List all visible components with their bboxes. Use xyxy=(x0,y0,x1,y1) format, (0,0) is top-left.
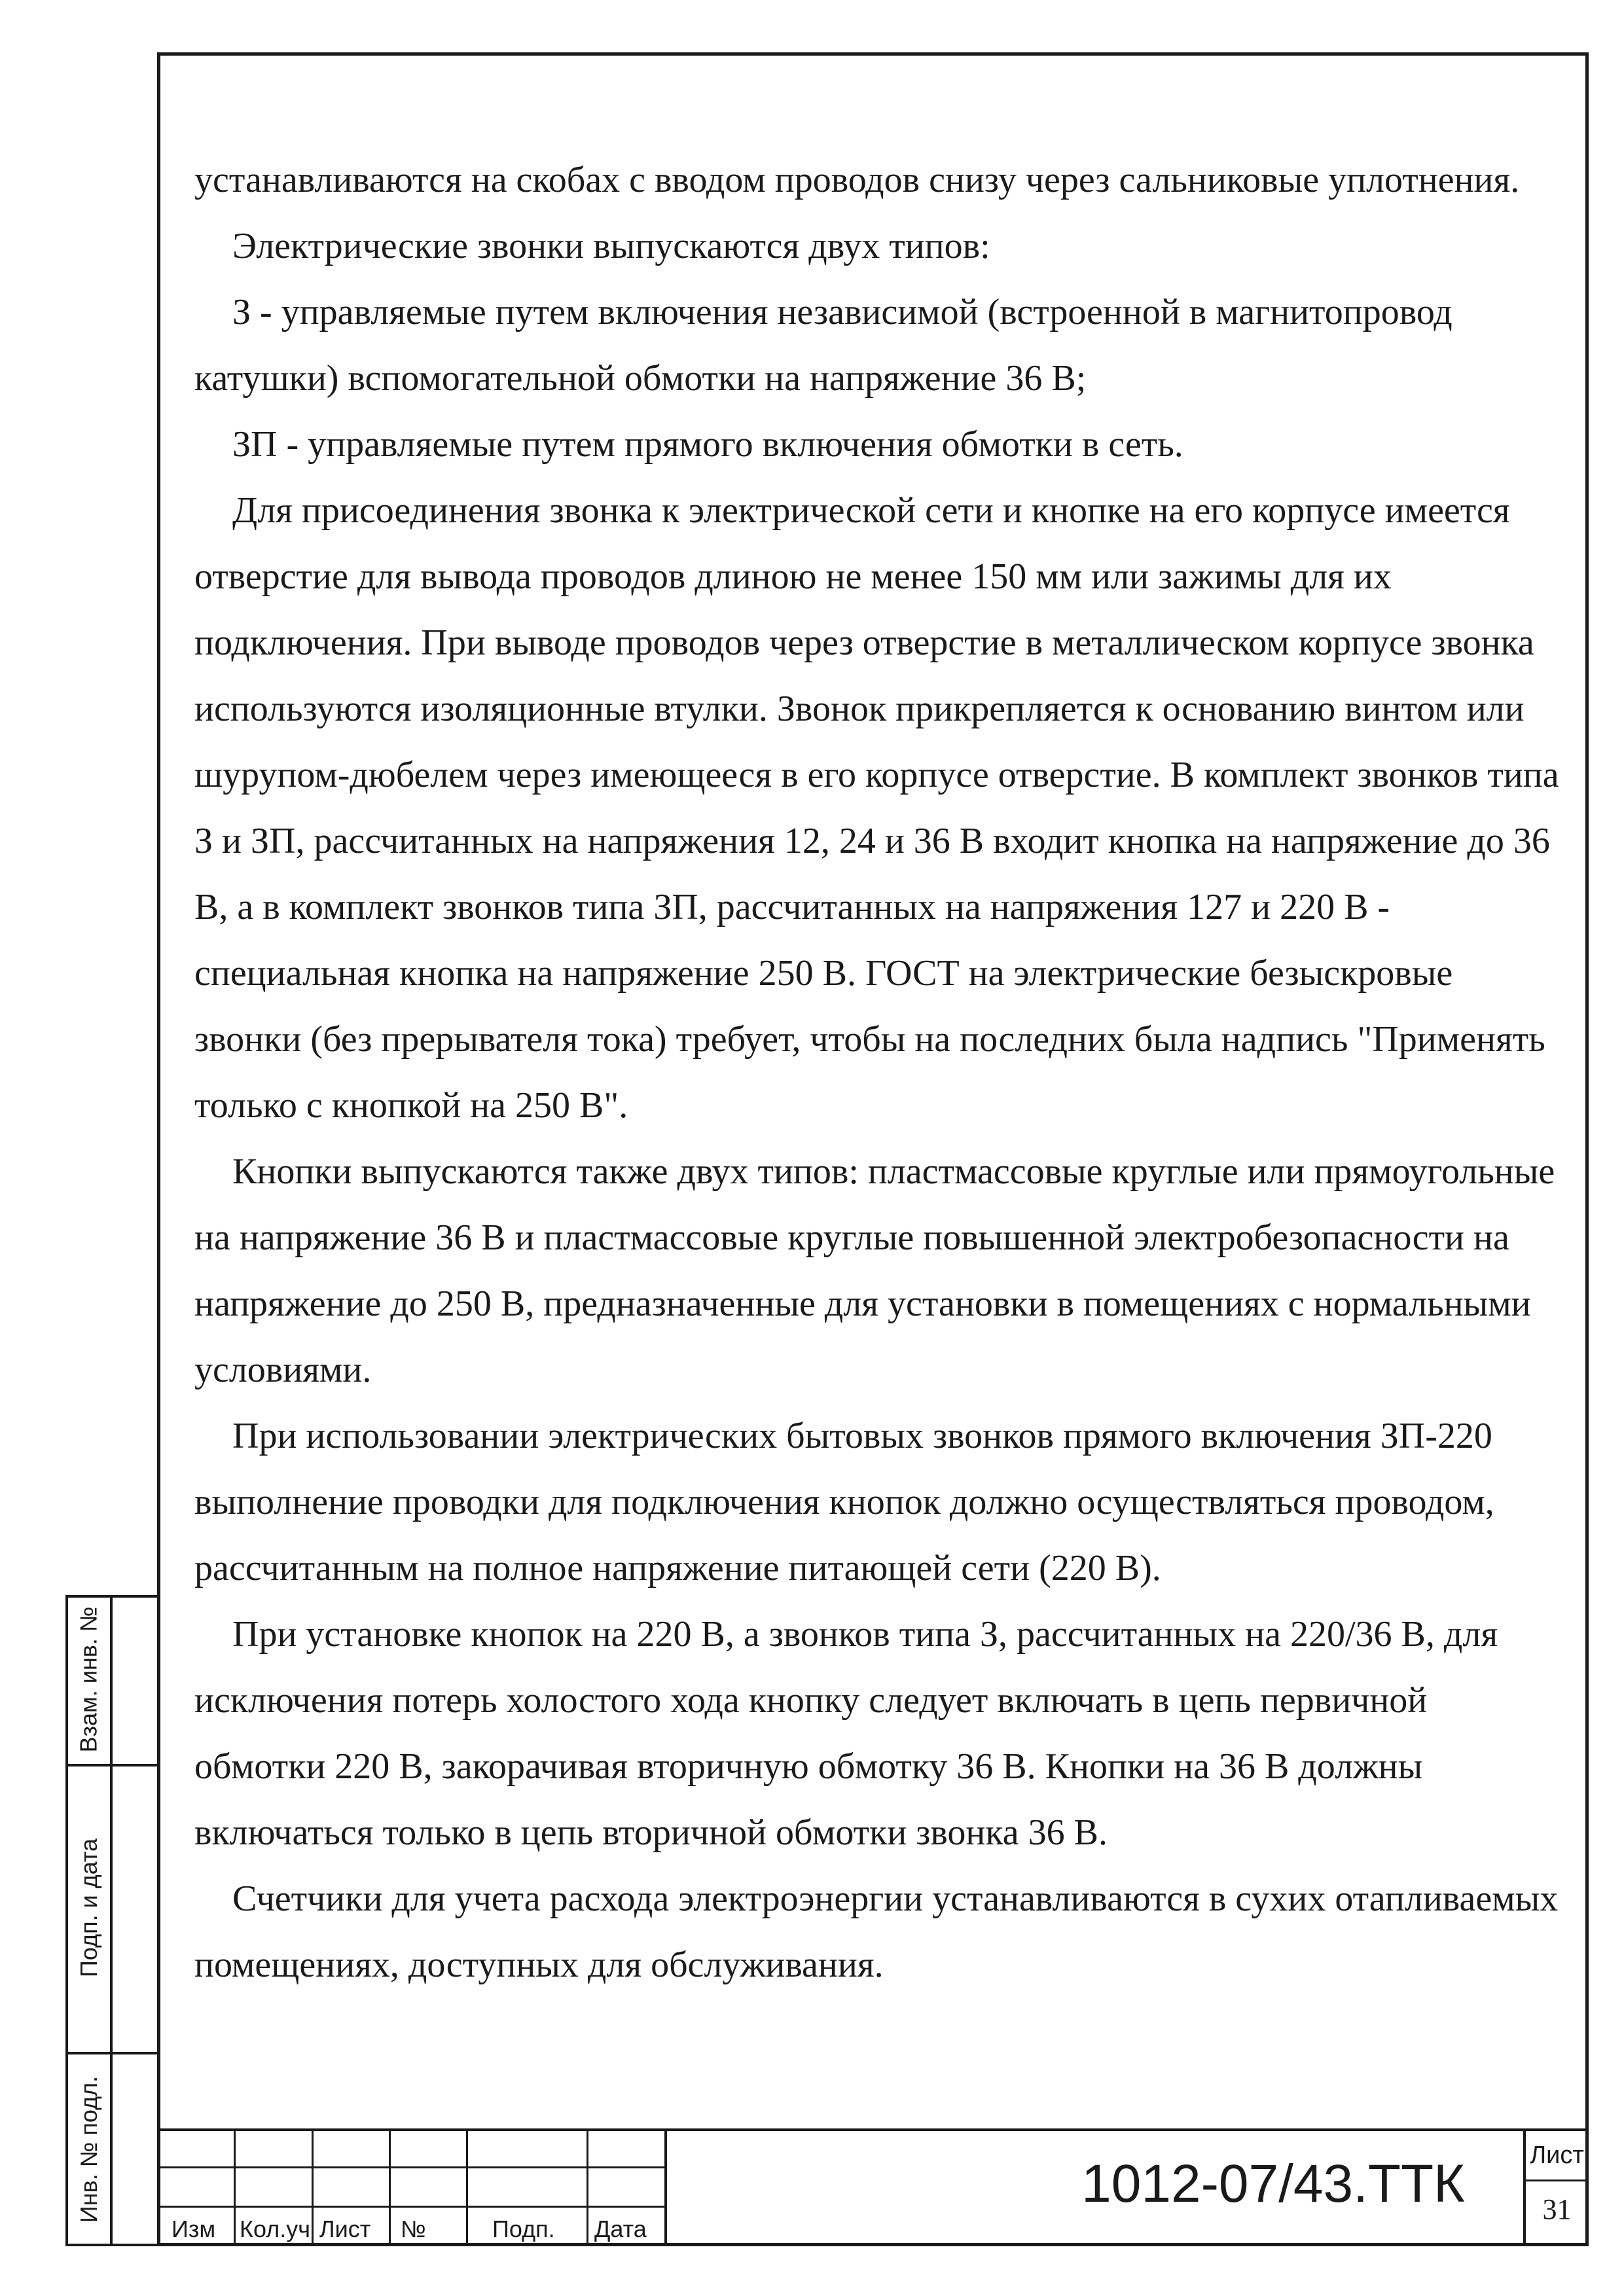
column-kol-uch: Кол.уч xyxy=(240,2215,310,2242)
paragraph-7: При использовании электрических бытовых звонков прямого включения ЗП-220 выполнение проводки для подключения кнопок должно осуществляться проводом, рассчитанным на полное напряжение питающей сети (220 В). xyxy=(194,1416,1494,1588)
document-body xyxy=(194,147,1562,1998)
sheet-label: Лист xyxy=(1530,2142,1584,2169)
column-list: Лист xyxy=(319,2215,371,2242)
grid-line xyxy=(234,2128,236,2246)
side-field-podp-data: Подп. и дата xyxy=(75,1838,102,1978)
paragraph-6: Кнопки выпускаются также двух типов: пластмассовые круглые или прямоугольные на напряжение 36 В и пластмассовые круглые повышенной электробезопасности на напряжение до 250 В, предназначенные для установки в помещениях с нормальными условиями. xyxy=(194,1151,1555,1390)
paragraph-4: ЗП - управляемые путем прямого включения обмотки в сеть. xyxy=(232,424,1183,465)
side-stamp xyxy=(65,1595,157,2246)
paragraph-1: устанавливаются на скобах с вводом проводов снизу через сальниковые уплотнения. xyxy=(194,160,1520,200)
grid-line xyxy=(389,2128,391,2246)
title-block xyxy=(157,2128,1589,2246)
side-stamp-divider xyxy=(110,1595,113,2246)
paragraph-9: Счетчики для учета расхода электроэнергии устанавливаются в сухих отапливаемых помещениях, доступных для обслуживания. xyxy=(194,1878,1559,1985)
grid-line xyxy=(664,2128,667,2246)
document-code: 1012-07/43.ТТК xyxy=(1081,2154,1465,2214)
title-block-top-line xyxy=(157,2128,1589,2131)
grid-line xyxy=(586,2128,588,2246)
paragraph-8: При установке кнопок на 220 В, а звонков типа З, рассчитанных на 220/36 В, для исключения потерь холостого хода кнопку следует включать в цепь первичной обмотки 220 В, закорачивая вторичную обмотку 36 В. Кнопки на 36 В должны включаться только в цепь вторичной обмотки звонка 36 В. xyxy=(194,1614,1498,1853)
column-podp: Подп. xyxy=(492,2215,555,2242)
column-data: Дата xyxy=(594,2215,647,2242)
paragraph-3: З - управляемые путем включения независимой (встроенной в магнитопровод катушки) вспомогательной обмотки на напряжение 36 В; xyxy=(194,292,1453,399)
side-field-inv-podl: Инв. № подл. xyxy=(75,2075,102,2223)
column-num: № xyxy=(401,2215,426,2242)
paragraph-2: Электрические звонки выпускаются двух типов: xyxy=(232,226,990,266)
side-field-vzam-inv: Взам. инв. № xyxy=(75,1606,102,1753)
sheet-number: 31 xyxy=(1542,2193,1572,2225)
column-izm: Изм xyxy=(171,2215,216,2242)
grid-line xyxy=(312,2128,314,2246)
paragraph-5: Для присоединения звонка к электрической сети и кнопке на его корпусе имеется отверстие для вывода проводов длиною не менее 150 мм или зажимы для их подключения. При выводе проводов через отверстие в металлическом корпусе звонка используются изоляционные втулки. Звонок прикрепляется к основанию винтом или шурупом-дюбелем через имеющееся в его корпусе отверстие. В комплект звонков типа З и ЗП, рассчитанных на напряжения 12, 24 и 36 В входит кнопка на напряжение до 36 В, а в комплект звонков типа ЗП, рассчитанных на напряжения 127 и 220 В - специальная кнопка на напряжение 250 В. ГОСТ на электрические безыскровые звонки (без прерывателя тока) требует, чтобы на последних была надпись "Применять только с кнопкой на 250 В". xyxy=(194,490,1559,1126)
grid-line xyxy=(466,2128,468,2246)
